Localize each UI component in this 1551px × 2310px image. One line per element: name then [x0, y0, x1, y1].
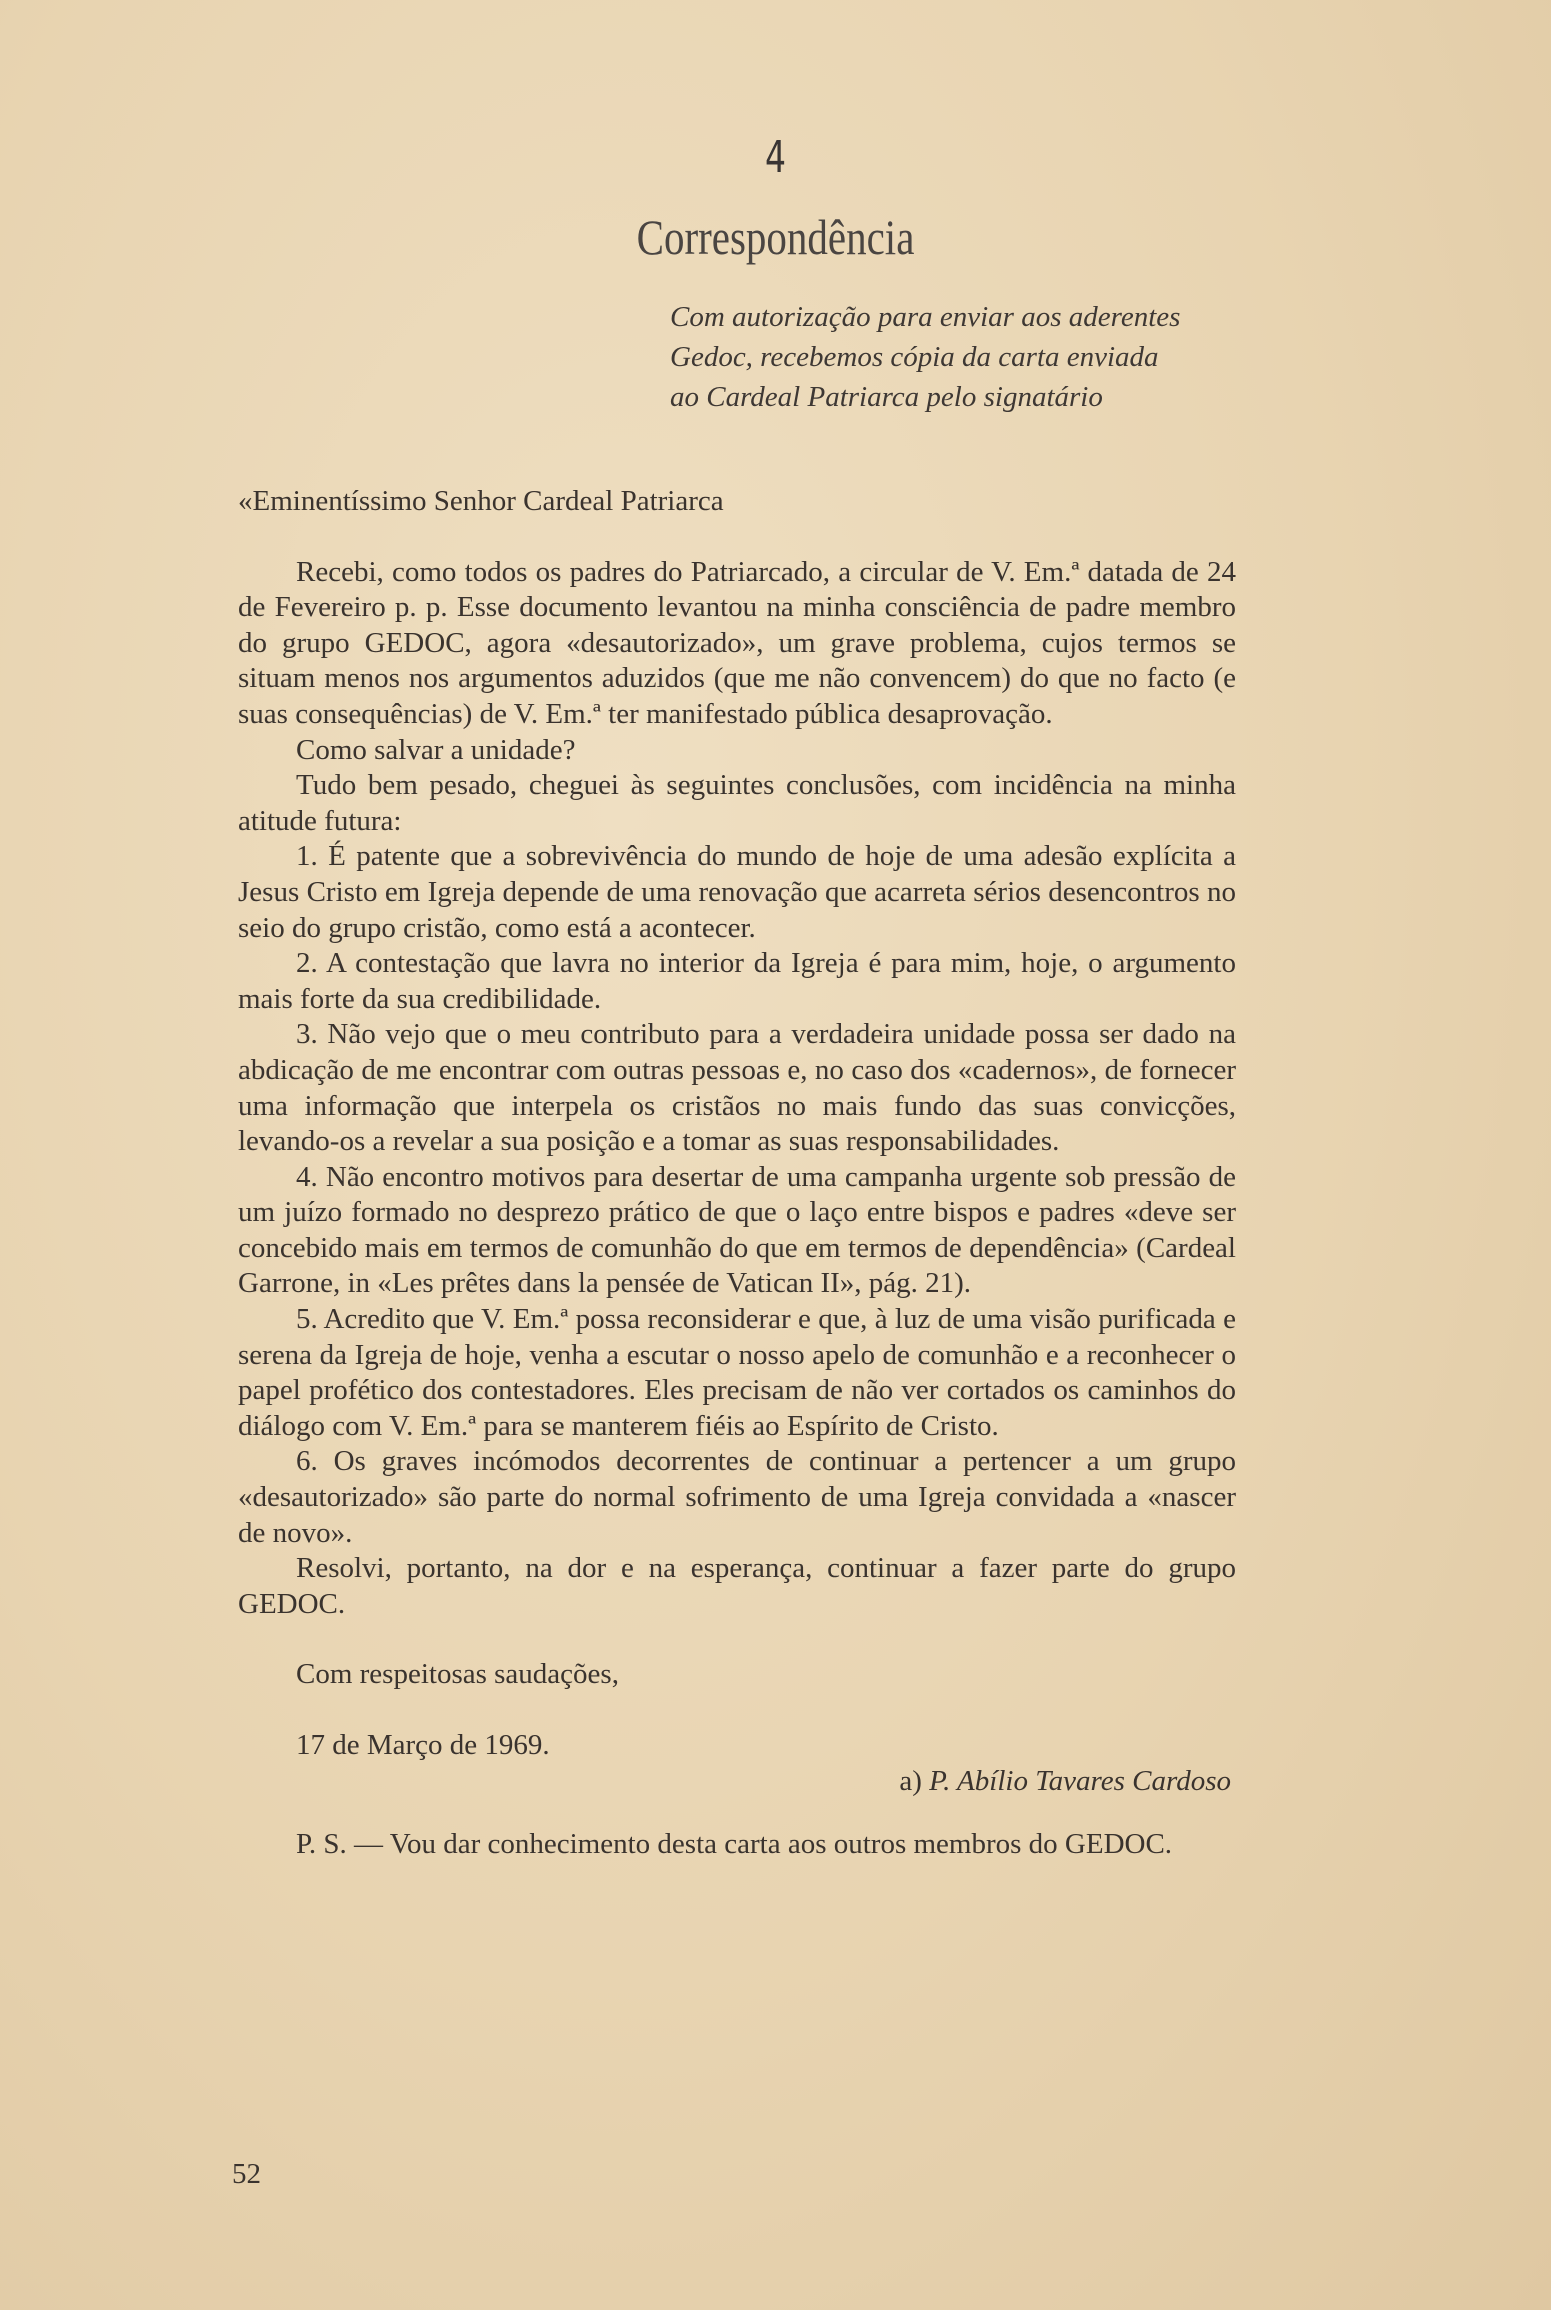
letter-paragraph: Como salvar a unidade?	[296, 733, 576, 766]
letter-point-5: 5. Acredito que V. Em.ª possa reconsiderar e que, à luz de uma visão purificada e serena da Igreja de hoje, venha a escutar o nosso apelo de comunhão e a reconhecer o papel profético dos contestadores. Eles precisam de não ver cortados os caminhos do diálogo com V. Em.ª para se manterem fiéis ao Espírito de Cristo.	[238, 1303, 1236, 1442]
letter-point-6: 6. Os graves incómodos decorrentes de continuar a pertencer a um grupo «desautorizado» são parte do normal sofrimento de uma Igreja convidada a «nascer de novo».	[238, 1445, 1236, 1549]
page-number: 52	[232, 2158, 261, 2190]
letter-paragraph: Resolvi, portanto, na dor e na esperança, continuar a fazer parte do grupo GEDOC.	[238, 1552, 1236, 1620]
letter-point-3: 3. Não vejo que o meu contributo para a verdadeira unidade possa ser dado na abdicação de me encontrar com outras pessoas e, no caso dos «cadernos», de fornecer uma informação que interpela os cristãos no mais fundo das suas convicções, levando-os a revelar a sua posição e a tomar as suas responsabilidades.	[238, 1018, 1236, 1158]
letter-date: 17 de Março de 1969.	[296, 1729, 550, 1761]
letter-point-1: 1. É patente que a sobrevivência do mundo de hoje de uma adesão explícita a Jesus Cristo em Igreja depende de uma renovação que acarreta sérios desencontros no seio do grupo cristão, como está a acontecer.	[238, 840, 1236, 944]
intro-line: ao Cardeal Patriarca pelo signatário	[670, 381, 1103, 413]
letter-paragraph: Recebi, como todos os padres do Patriarcado, a circular de V. Em.ª datada de 24 de Fevereiro p. p. Esse documento levantou na minha consciência de padre membro do grupo GEDOC, agora «desautorizado», um grave problema, cujos termos se situam menos nos argumentos aduzidos (que me não convencem) do que no facto (e suas consequências) de V. Em.ª ter manifestado pública desaprovação.	[238, 555, 1236, 730]
letter-signature	[238, 1764, 1236, 1800]
letter-body	[238, 484, 1236, 1863]
letter-postscript: P. S. — Vou dar conhecimento desta carta aos outros membros do GEDOC.	[296, 1828, 1173, 1861]
signature-prefix: a)	[899, 1764, 930, 1797]
chapter-number: 4	[765, 132, 786, 183]
letter-point-4: 4. Não encontro motivos para desertar de uma campanha urgente sob pressão de um juízo formado no desprezo prático de que o laço entre bispos e padres «deve ser concebido mais em termos de comunhão do que em termos de dependência» (Cardeal Garrone, in «Les prêtes dans la pensée de Vatican II», pág. 21).	[238, 1160, 1236, 1300]
letter-closing: Com respeitosas saudações,	[296, 1658, 619, 1691]
chapter-title: Correspondência	[636, 209, 915, 265]
intro-line: Com autorização para enviar aos aderentes	[670, 301, 1181, 333]
letter-point-2: 2. A contestação que lavra no interior da Igreja é para mim, hoje, o argumento mais forte da sua credibilidade.	[238, 947, 1236, 1015]
letter-paragraph: Tudo bem pesado, cheguei às seguintes conclusões, com incidência na minha atitude futura:	[238, 769, 1236, 837]
letter-salutation: «Eminentíssimo Senhor Cardeal Patriarca	[238, 485, 724, 517]
intro-line: Gedoc, recebemos cópia da carta enviada	[670, 341, 1159, 373]
signature-name: P. Abílio Tavares Cardoso	[929, 1764, 1231, 1797]
editorial-intro	[670, 297, 1290, 417]
